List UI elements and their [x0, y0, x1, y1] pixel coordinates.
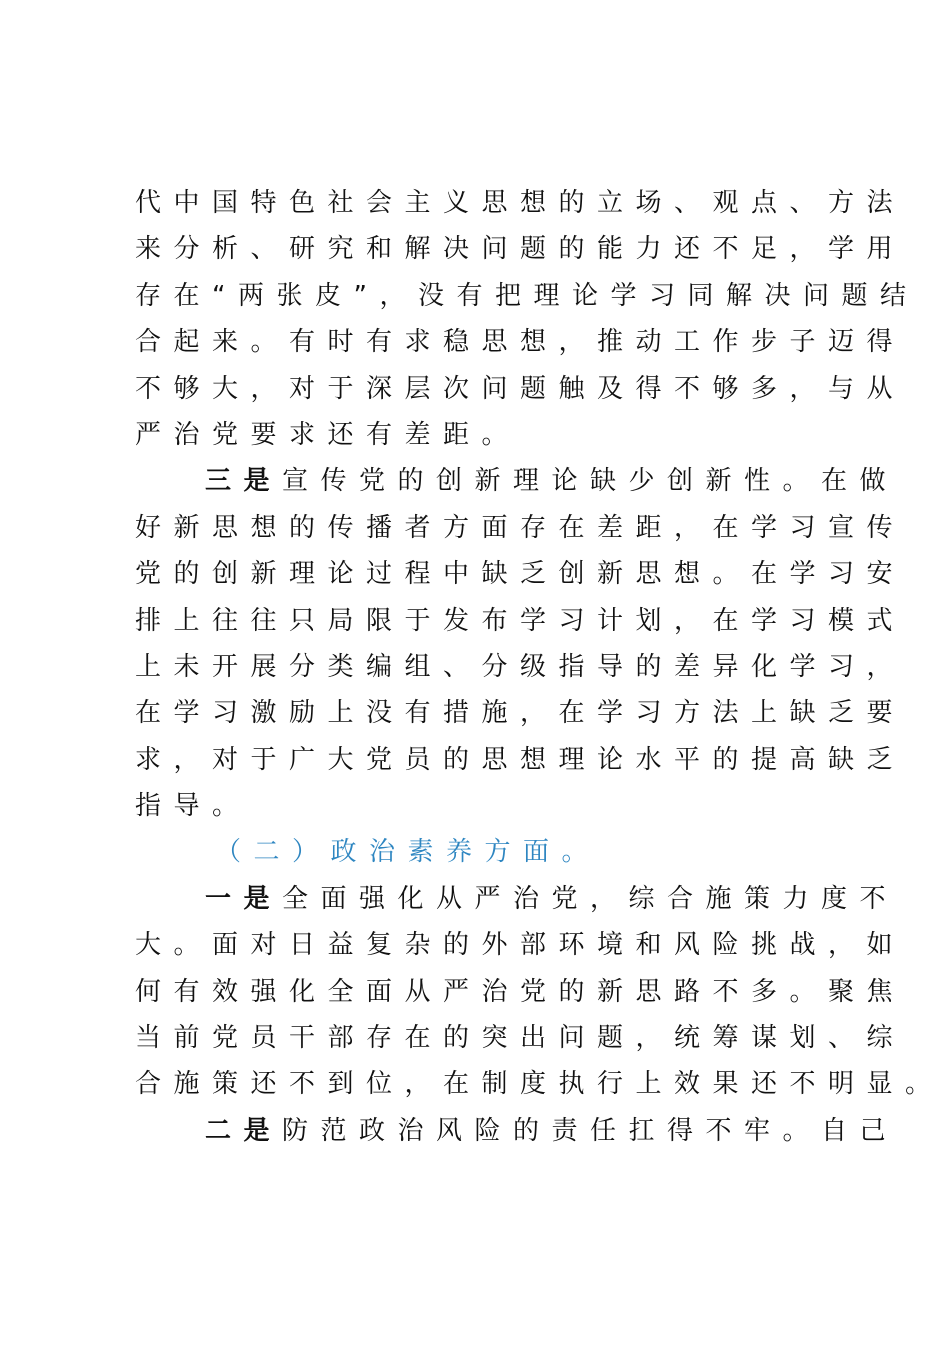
text-line: 上未开展分类编组、分级指导的差异化学习， [135, 651, 906, 682]
body-text [135, 180, 944, 1154]
text-line: 大。面对日益复杂的外部环境和风险挑战，如 [135, 930, 906, 961]
text-line: 在学习激励上没有措施，在学习方法上缺乏要 [135, 698, 906, 729]
text-line: 求，对于广大党员的思想理论水平的提高缺乏 [135, 744, 906, 775]
text-line: 党的创新理论过程中缺乏创新思想。在学习安 [135, 559, 906, 590]
text-line: 代中国特色社会主义思想的立场、观点、方法 [135, 188, 906, 218]
text-line: 何有效强化全面从严治党的新思路不多。聚焦 [135, 976, 906, 1007]
paragraph-text: 防范政治风险的责任扛得不牢。自己 [282, 1115, 899, 1146]
text-line: 存在“两张皮”，没有把理论学习同解决问题结 [135, 280, 919, 311]
text-line: 指导。 [135, 791, 251, 822]
text-line: 排上往往只局限于发布学习计划，在学习模式 [135, 605, 906, 636]
paragraph-lead: 一是 [205, 883, 283, 914]
text-line: 当前党员干部存在的突出问题，统筹谋划、综 [135, 1023, 906, 1054]
paragraph-text: 全面强化从严治党，综合施策力度不 [282, 883, 899, 914]
paragraph-first-line [135, 876, 899, 922]
text-line: 严治党要求还有差距。 [135, 419, 521, 450]
paragraph-lead: 三是 [205, 466, 283, 497]
text-line: 不够大，对于深层次问题触及得不够多，与从 [135, 373, 906, 404]
text-line: 好新思想的传播者方面存在差距，在学习宣传 [135, 512, 906, 543]
section-heading: （二）政治素养方面。 [215, 837, 601, 868]
text-line: 来分析、研究和解决问题的能力还不足，学用 [135, 234, 906, 265]
paragraph-first-line [135, 458, 899, 504]
text-line: 合施策还不到位，在制度执行上效果还不明显。 [135, 1069, 944, 1100]
paragraph-text: 宣传党的创新理论缺少创新性。在做 [282, 466, 899, 497]
text-line: 合起来。有时有求稳思想，推动工作步子迈得 [135, 327, 906, 358]
paragraph-lead: 二是 [205, 1115, 283, 1146]
paragraph-first-line [135, 1108, 899, 1154]
